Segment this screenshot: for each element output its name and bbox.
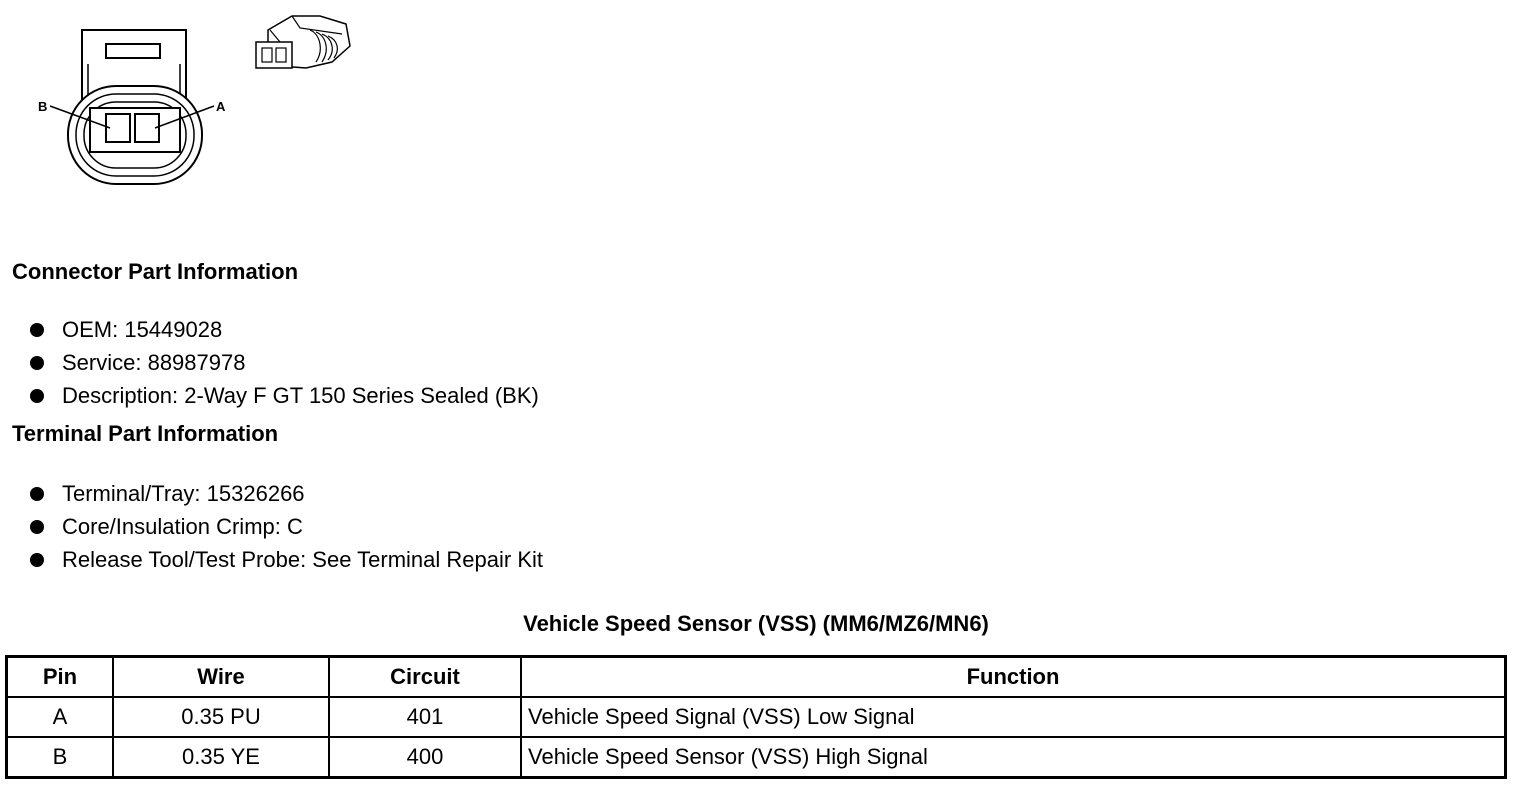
list-item: [30, 510, 543, 543]
connector-description: Description: 2-Way F GT 150 Series Sealed (BK): [62, 382, 539, 408]
terminal-crimp: Core/Insulation Crimp: C: [62, 513, 303, 539]
terminal-tray: Terminal/Tray: 15326266: [62, 480, 305, 506]
connector-part-info-heading: Connector Part Information: [12, 259, 299, 284]
bullet-icon: [30, 520, 44, 534]
list-item: [30, 379, 539, 412]
list-item: [30, 543, 543, 576]
cell-circuit: 400: [329, 737, 521, 778]
list-item: [30, 477, 543, 510]
table-header-row: [7, 657, 1506, 698]
bullet-icon: [30, 389, 44, 403]
list-item: [30, 313, 539, 346]
cell-function: Vehicle Speed Signal (VSS) Low Signal: [521, 697, 1506, 737]
cell-pin: B: [7, 737, 114, 778]
table-row: [7, 697, 1506, 737]
table-row: [7, 737, 1506, 778]
cell-wire: 0.35 PU: [113, 697, 329, 737]
header-wire: Wire: [113, 657, 329, 698]
bullet-icon: [30, 356, 44, 370]
header-circuit: Circuit: [329, 657, 521, 698]
pinout-table-title: Vehicle Speed Sensor (VSS) (MM6/MZ6/MN6): [523, 611, 989, 636]
terminal-part-info-heading: Terminal Part Information: [12, 421, 279, 446]
terminal-part-info-list: [30, 477, 543, 576]
list-item: [30, 346, 539, 379]
header-pin: Pin: [7, 657, 114, 698]
connector-isometric-illustration: [250, 10, 360, 80]
connector-part-info-list: [30, 313, 539, 412]
pinout-table: [5, 655, 1507, 779]
bullet-icon: [30, 323, 44, 337]
header-function: Function: [521, 657, 1506, 698]
cell-pin: A: [7, 697, 114, 737]
cell-function: Vehicle Speed Sensor (VSS) High Signal: [521, 737, 1506, 778]
connector-service: Service: 88987978: [62, 349, 246, 375]
pin-b-label: B: [38, 99, 48, 114]
pin-a-label: A: [216, 99, 226, 114]
connector-oem: OEM: 15449028: [62, 316, 223, 342]
bullet-icon: [30, 553, 44, 567]
bullet-icon: [30, 487, 44, 501]
connector-front-view-illustration: [30, 20, 240, 190]
cell-wire: 0.35 YE: [113, 737, 329, 778]
cell-circuit: 401: [329, 697, 521, 737]
terminal-release-tool: Release Tool/Test Probe: See Terminal Repair Kit: [62, 546, 543, 572]
